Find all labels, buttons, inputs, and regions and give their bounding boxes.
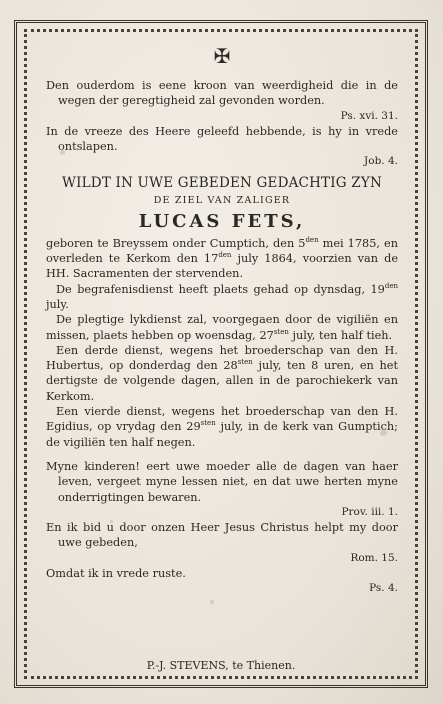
verse-1-ref: Ps. xvi. 31. (340, 109, 398, 122)
service-funeral: De begrafenisdienst heeft plaets gehad op dynsdag, $19^{den}$ july. (46, 281, 398, 311)
closing-verse-2: En ik bid u door onzen Heer Jesus Christus helpt my door uwe gebeden, (46, 521, 398, 550)
heading: WILDT IN UWE GEBEDEN GEDACHTIG ZYN (62, 174, 382, 191)
verse-2-ref: Job. 4. (364, 155, 398, 168)
subheading: DE ZIEL VAN ZALIGER (153, 194, 291, 206)
verse-1: Den ouderdom is eene kroon van weerdigheid die in de wegen der geregtigheid zal gevonden worden. (46, 79, 398, 108)
closing-verse-3: Omdat ik in vrede ruste. (46, 567, 186, 581)
cross-icon: ✠ (213, 44, 231, 68)
deceased-name: LUCAS FETS, (138, 210, 306, 232)
service-third: Een derde dienst, wegens het broederschap van den H. Hubertus, op donderdag den $28^{sten}$ july, ten 8 uren, en het dertigste de volgende dagen, allen in de parochiekerk van Kerkom. (46, 343, 398, 403)
closing-verse-3-ref: Ps. 4. (369, 582, 398, 595)
printer-imprint: P.-J. STEVENS, te Thienen. (146, 659, 296, 672)
verse-2: In de vreeze des Heere geleefd hebbende, is hy in vrede ontslapen. (46, 124, 398, 154)
service-solemn: De plegtige lykdienst zal, voorgegaen door de vigiliën en missen, plaets hebben op woensdag, $27^{sten}$ july, ten half tieh. (46, 313, 398, 342)
service-fourth: Een vierde dienst, wegens het broederschap van den H. Egidius, op vrydag den $29^{sten}$ july, in de kerk van Gumptich; de vigiliën ten half negen. (46, 405, 398, 449)
closing-verse-1-ref: Prov. iii. 1. (341, 505, 398, 518)
biography: geboren te Breyssem onder Cumptich, den $5^{den}$ mei 1785, en overleden te Kerkom den $17^{den}$ july 1864, voorzien van de HH. Sacramenten der stervenden. (46, 236, 398, 281)
closing-verse-1: Myne kinderen! eert uwe moeder alle de dagen van haer leven, vergeet myne lessen niet, en dat uwe herten myne onderrigtingen bewaren. (46, 459, 398, 504)
closing-verse-2-ref: Rom. 15. (350, 551, 398, 564)
card-text (46, 46, 398, 597)
